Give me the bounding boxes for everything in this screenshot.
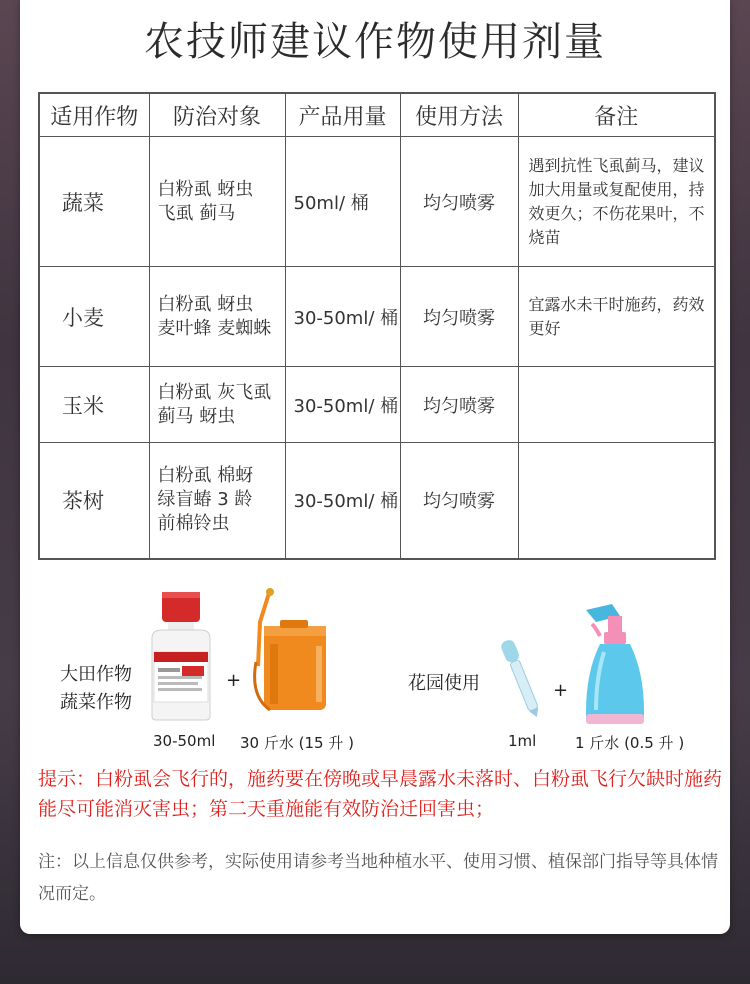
pesticide-bottle-icon [146,590,216,722]
target-line: 前棉铃虫 [157,513,230,535]
table-row [39,267,715,367]
crop-cell: 小麦 [39,267,149,367]
plus-sign: + [553,680,569,701]
method-cell: 均匀喷雾 [400,443,518,559]
table-row [39,367,715,443]
crop-cell: 茶树 [39,443,149,559]
page-title: 农技师建议作物使用剂量 [144,19,606,65]
target-line: 白粉虱 蚜虫 [157,293,254,315]
target-line: 白粉虱 灰飞虱 [157,381,272,403]
method-cell: 均匀喷雾 [400,367,518,443]
garden-water-caption: 1 斤水 (0.5 升 ) [575,734,685,752]
target-line: 绿盲蝽 3 龄 [157,489,253,511]
dose-cell: 30-50ml/ 桶 [285,367,400,443]
field-dose-caption: 30-50ml [153,732,216,750]
method-cell: 均匀喷雾 [400,137,518,267]
target-line: 麦叶蜂 麦蜘蛛 [157,317,272,339]
table-row [39,137,715,267]
tip-text: 提示：白粉虱会飞行的，施药要在傍晚或早晨露水未落时、白粉虱飞行欠缺时施药能尽可能消灭害虫；第二天重施能有效防治迁回害虫； [38,768,723,820]
note-cell: 宜露水未干时施药，药效更好 [518,267,715,367]
garden-use-label: 花园使用 [408,673,480,694]
dropper-icon [494,636,548,720]
disclaimer-note: 注：以上信息仅供参考，实际使用请参考当地种植水平、使用习惯、植保部门指导等具体情况而定。 [38,852,718,904]
header-crop: 适用作物 [39,93,149,137]
crop-cell: 蔬菜 [39,137,149,267]
garden-dose-caption: 1ml [508,732,537,750]
field-crop-label: 大田作物 [60,664,132,685]
header-note: 备注 [518,93,715,137]
header-method: 使用方法 [400,93,518,137]
target-cell [149,267,285,367]
target-line: 飞虱 蓟马 [157,202,236,224]
header-dose: 产品用量 [285,93,400,137]
plus-sign: + [226,670,242,691]
dose-cell: 50ml/ 桶 [285,137,400,267]
target-line: 蓟马 蚜虫 [157,405,236,427]
target-line: 白粉虱 棉蚜 [157,465,254,487]
spray-bottle-icon [582,602,652,726]
header-target: 防治对象 [149,93,285,137]
method-cell: 均匀喷雾 [400,267,518,367]
dose-cell: 30-50ml/ 桶 [285,267,400,367]
target-line: 白粉虱 蚜虫 [157,178,254,200]
table-header-row [39,93,715,137]
target-cell [149,137,285,267]
target-cell [149,367,285,443]
backpack-sprayer-icon [240,586,340,718]
target-cell [149,443,285,559]
dose-cell: 30-50ml/ 桶 [285,443,400,559]
field-water-caption: 30 斤水 (15 升 ) [240,734,354,752]
note-cell [518,367,715,443]
note-cell [518,443,715,559]
dosage-table [38,92,716,560]
table-row [39,443,715,559]
crop-cell: 玉米 [39,367,149,443]
note-cell: 遇到抗性飞虱蓟马，建议加大用量或复配使用，持效更久；不伤花果叶，不烧苗 [518,137,715,267]
vegetable-crop-label: 蔬菜作物 [60,692,132,713]
